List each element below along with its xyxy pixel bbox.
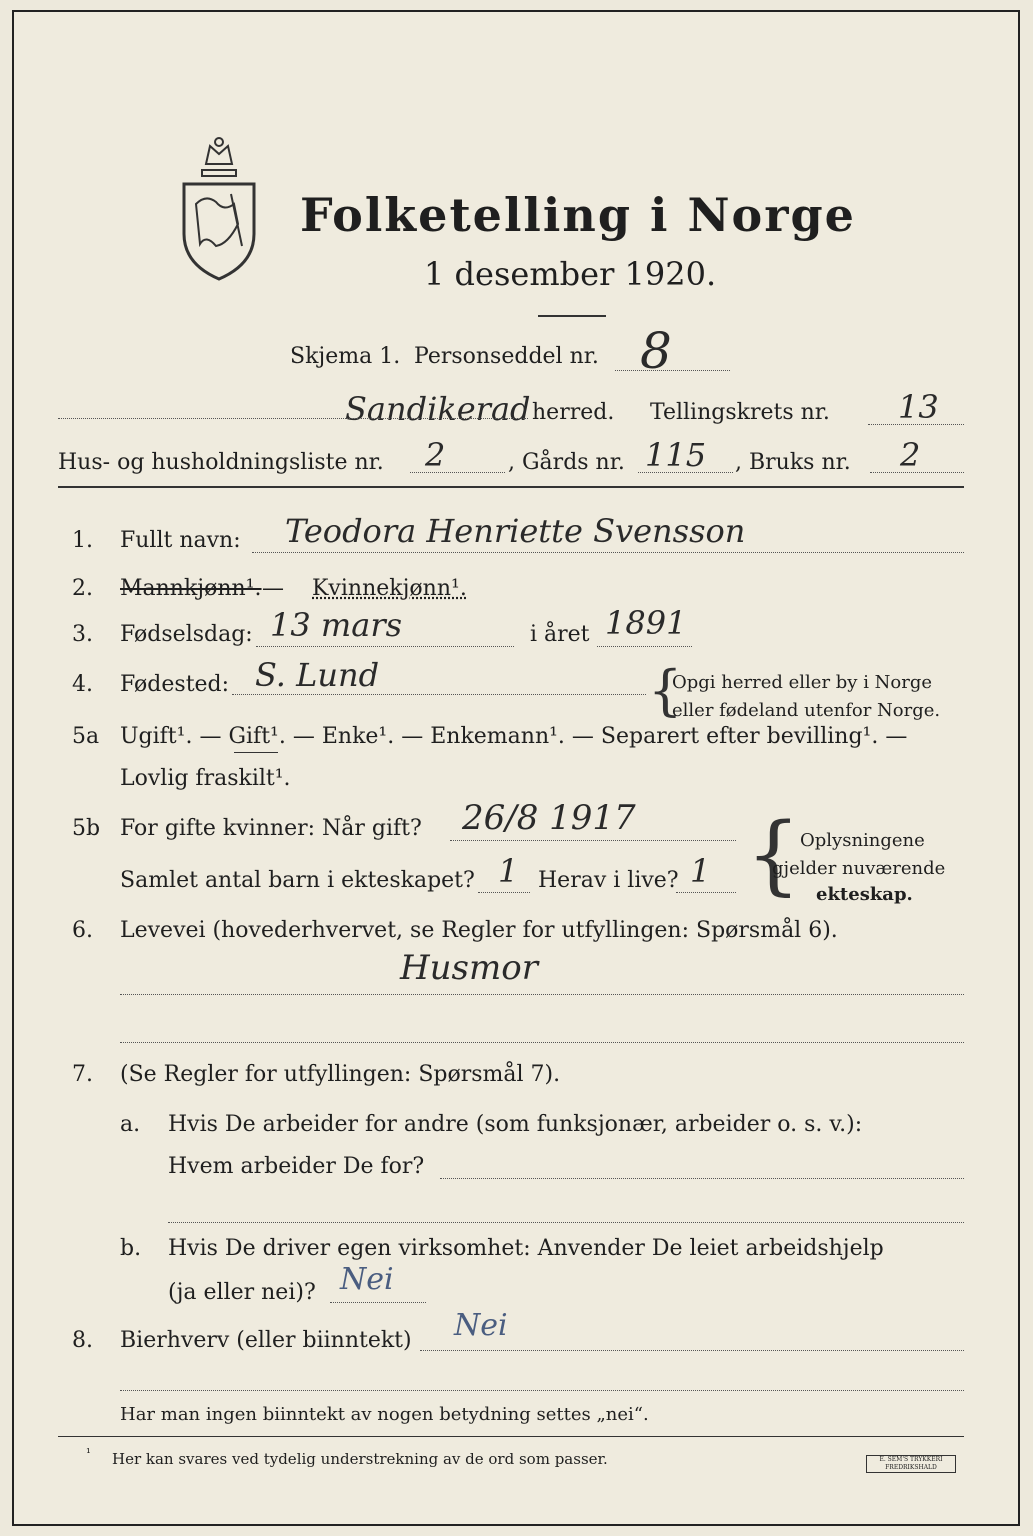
employer-line-1 — [440, 1178, 964, 1179]
footnote-text: Her kan svares ved tydelig understrekning av de ord som passer. — [112, 1450, 608, 1468]
norway-coat-of-arms-icon — [176, 134, 262, 284]
hired-help-line — [330, 1302, 426, 1303]
herred-value[interactable]: Sandikerad — [345, 390, 531, 428]
form-title: Folketelling i Norge — [300, 188, 856, 242]
birthday-line — [256, 646, 514, 647]
children-value[interactable]: 1 — [498, 852, 519, 890]
children-line — [478, 892, 530, 893]
printer-stamp: E. SEM'S TRYKKERI FREDRIKSHALD — [866, 1455, 956, 1473]
occupation-line-1 — [120, 994, 964, 995]
q7b-line1: Hvis De driver egen virksomhet: Anvender De leiet arbeidshjelp — [168, 1236, 884, 1261]
bruks-line — [870, 472, 964, 473]
header-rule — [58, 486, 964, 488]
q7-number: 7. — [72, 1062, 93, 1087]
marriage-note-2: gjelder nuværende — [772, 858, 946, 879]
children-label: Samlet antal barn i ekteskapet? — [120, 868, 475, 893]
occupation-label: Levevei (hovederhvervet, se Regler for utfyllingen: Spørsmål 6). — [120, 918, 838, 943]
footer-note: Har man ingen biinntekt av nogen betydning settes „nei“. — [120, 1404, 649, 1425]
q4-number: 4. — [72, 672, 93, 697]
q5a-number: 5a — [72, 724, 100, 749]
q2-kvinnekjonn[interactable]: Kvinnekjønn¹. — [312, 576, 467, 601]
tellingskrets-value[interactable]: 13 — [898, 388, 939, 426]
full-name-line — [252, 552, 964, 553]
title-divider — [538, 315, 606, 317]
q7a-line1: Hvis De arbeider for andre (som funksjonær, arbeider o. s. v.): — [168, 1112, 863, 1137]
birthplace-line — [232, 694, 646, 695]
employer-line-2 — [168, 1222, 964, 1223]
schema-label: Skjema 1. — [290, 344, 401, 369]
birth-year-value[interactable]: 1891 — [605, 604, 687, 642]
occupation-line-2 — [120, 1042, 964, 1043]
marital-status-options[interactable]: Ugift¹. — Gift¹. — Enke¹. — Enkemann¹. — Separert efter bevilling¹. — — [120, 724, 908, 749]
gift-underline — [234, 752, 278, 753]
married-when-label: For gifte kvinner: Når gift? — [120, 816, 422, 841]
footer-rule — [58, 1436, 964, 1437]
footnote-marker: ¹ — [86, 1446, 91, 1460]
birthplace-value[interactable]: S. Lund — [255, 656, 380, 694]
alive-label: Herav i live? — [538, 868, 679, 893]
q7b-line2: (ja eller nei)? — [168, 1280, 316, 1305]
census-date: 1 desember 1920. — [424, 255, 717, 293]
side-income-line-2 — [120, 1390, 964, 1391]
bruks-label: , Bruks nr. — [735, 450, 851, 475]
birthplace-note-2: eller fødeland utenfor Norge. — [672, 700, 941, 721]
hired-help-value[interactable]: Nei — [340, 1262, 394, 1297]
q1-number: 1. — [72, 528, 93, 553]
birth-year-line — [597, 646, 692, 647]
married-when-line — [450, 840, 736, 841]
q3-number: 3. — [72, 622, 93, 647]
bruks-value[interactable]: 2 — [900, 436, 921, 474]
q8-number: 8. — [72, 1328, 93, 1353]
tellingskrets-line — [868, 424, 964, 425]
side-income-line-1 — [420, 1350, 964, 1351]
husliste-label: Hus- og husholdningsliste nr. — [58, 450, 384, 475]
personseddel-value[interactable]: 8 — [640, 322, 672, 380]
q7b-letter: b. — [120, 1236, 142, 1261]
married-when-value[interactable]: 26/8 1917 — [462, 798, 636, 838]
marital-status-options-2[interactable]: Lovlig fraskilt¹. — [120, 766, 291, 791]
q6-number: 6. — [72, 918, 93, 943]
q7-label: (Se Regler for utfyllingen: Spørsmål 7). — [120, 1062, 561, 1087]
side-income-label: Bierhverv (eller biinntekt) — [120, 1328, 412, 1353]
herred-line — [58, 418, 528, 419]
personseddel-label: Personseddel nr. — [414, 344, 599, 369]
husliste-value[interactable]: 2 — [425, 436, 446, 474]
husliste-line — [410, 472, 505, 473]
q2-mannkjonn[interactable]: Mannkjønn¹. — [120, 576, 262, 601]
gards-value[interactable]: 115 — [645, 436, 707, 474]
q2-separator: — — [262, 576, 284, 601]
q7a-letter: a. — [120, 1112, 141, 1137]
personseddel-line — [615, 370, 730, 371]
birthplace-note-brace: { — [648, 659, 683, 722]
alive-value[interactable]: 1 — [690, 852, 711, 890]
q1-label: Fullt navn: — [120, 528, 241, 553]
q3-label: Fødselsdag: — [120, 622, 253, 647]
birthday-value[interactable]: 13 mars — [270, 606, 403, 644]
herred-label: herred. — [532, 400, 615, 425]
full-name-value[interactable]: Teodora Henriette Svensson — [285, 512, 746, 550]
marriage-note-brace: { — [746, 805, 801, 905]
alive-line — [676, 892, 736, 893]
marriage-note-1: Oplysningene — [800, 830, 925, 851]
marriage-note-3: ekteskap. — [816, 884, 913, 905]
gards-label: , Gårds nr. — [508, 450, 625, 475]
q4-label: Fødested: — [120, 672, 230, 697]
q2-number: 2. — [72, 576, 93, 601]
q7a-line2: Hvem arbeider De for? — [168, 1154, 425, 1179]
q5b-number: 5b — [72, 816, 101, 841]
birthplace-note-1: Opgi herred eller by i Norge — [672, 672, 933, 693]
side-income-value[interactable]: Nei — [454, 1308, 508, 1343]
occupation-value[interactable]: Husmor — [400, 948, 538, 988]
gards-line — [638, 472, 733, 473]
year-label: i året — [530, 622, 590, 647]
tellingskrets-label: Tellingskrets nr. — [650, 400, 830, 425]
